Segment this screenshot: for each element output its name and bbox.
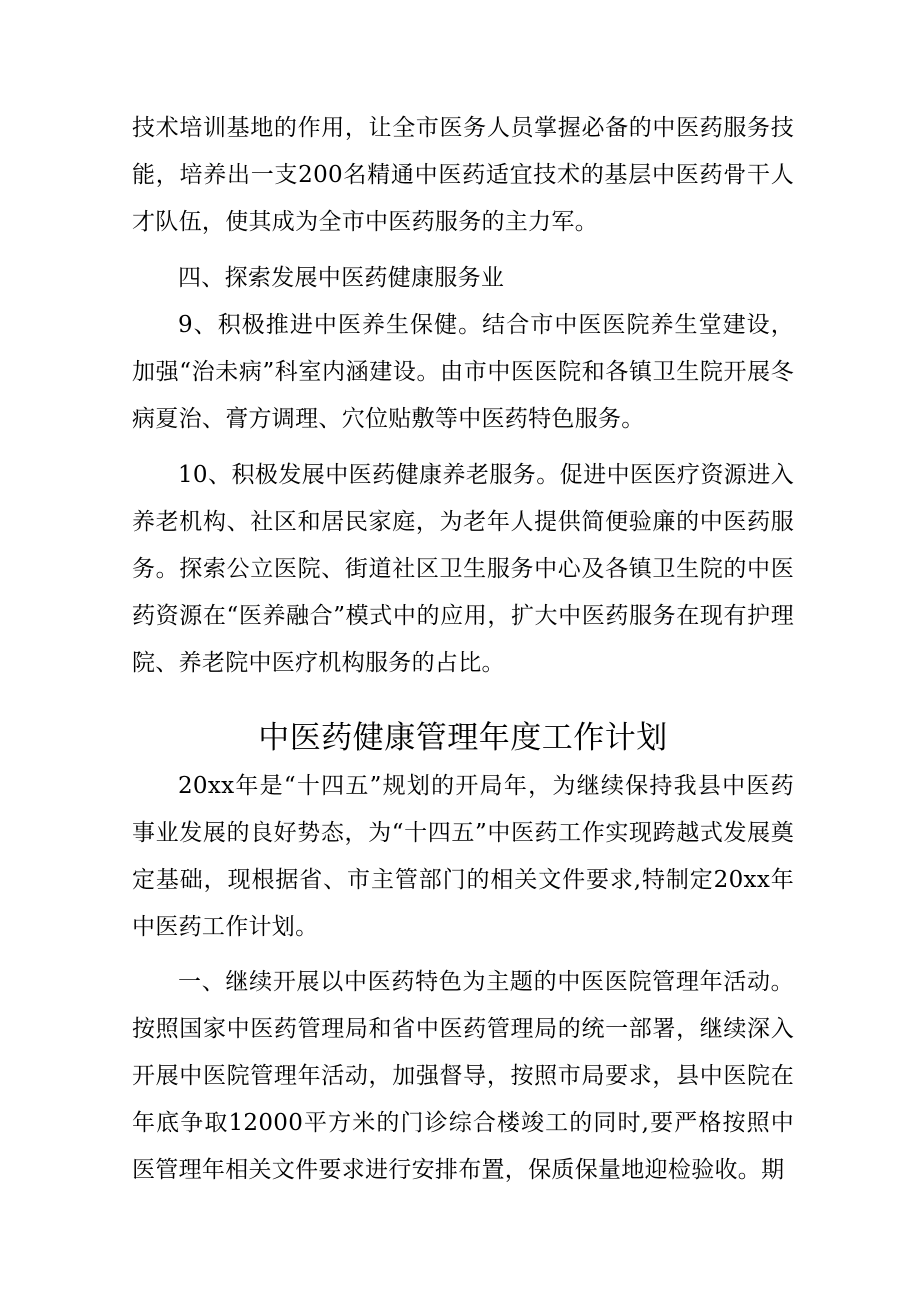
document-title: 中医药健康管理年度工作计划 [258, 720, 668, 756]
paragraph-item-10: 10、积极发展中医药健康养老服务。促进中医医疗资源进入养老机构、社区和居民家庭，为老年人提供简便验廉的中医药服务。探索公立医院、街道社区卫生服务中心及各镇卫生院的中医药资源在“医养融合”模式中的应用，扩大中医药服务在现有护理院、养老院中医疗机构服务的占比。 [132, 462, 794, 676]
paragraph-section-one: 一、继续开展以中医药特色为主题的中医医院管理年活动。按照国家中医药管理局和省中医药管理局的统一部署，继续深入开展中医院管理年活动，加强督导，按照市局要求，县中医院在年底争取12000平方米的门诊综合楼竣工的同时,要严格按照中医管理年相关文件要求进行安排布置，保质保量地迎检验收。期 [132, 969, 794, 1183]
paragraph-continuation: 技术培训基地的作用，让全市医务人员掌握必备的中医药服务技能，培养出一支200名精通中医药适宜技术的基层中医药骨干人才队伍，使其成为全市中医药服务的主力军。 [132, 115, 794, 235]
paragraph-intro: 20xx年是“十四五”规划的开局年，为继续保持我县中医药事业发展的良好势态，为“十四五”中医药工作实现跨越式发展奠定基础，现根据省、市主管部门的相关文件要求,特制定20xx年中医药工作计划。 [132, 773, 794, 940]
paragraph-item-9: 9、积极推进中医养生保健。结合市中医医院养生堂建设，加强“治未病”科室内涵建设。由市中医医院和各镇卫生院开展冬病夏治、膏方调理、穴位贴敷等中医药特色服务。 [132, 312, 794, 432]
section-heading-four: 四、探索发展中医药健康服务业 [178, 265, 505, 291]
